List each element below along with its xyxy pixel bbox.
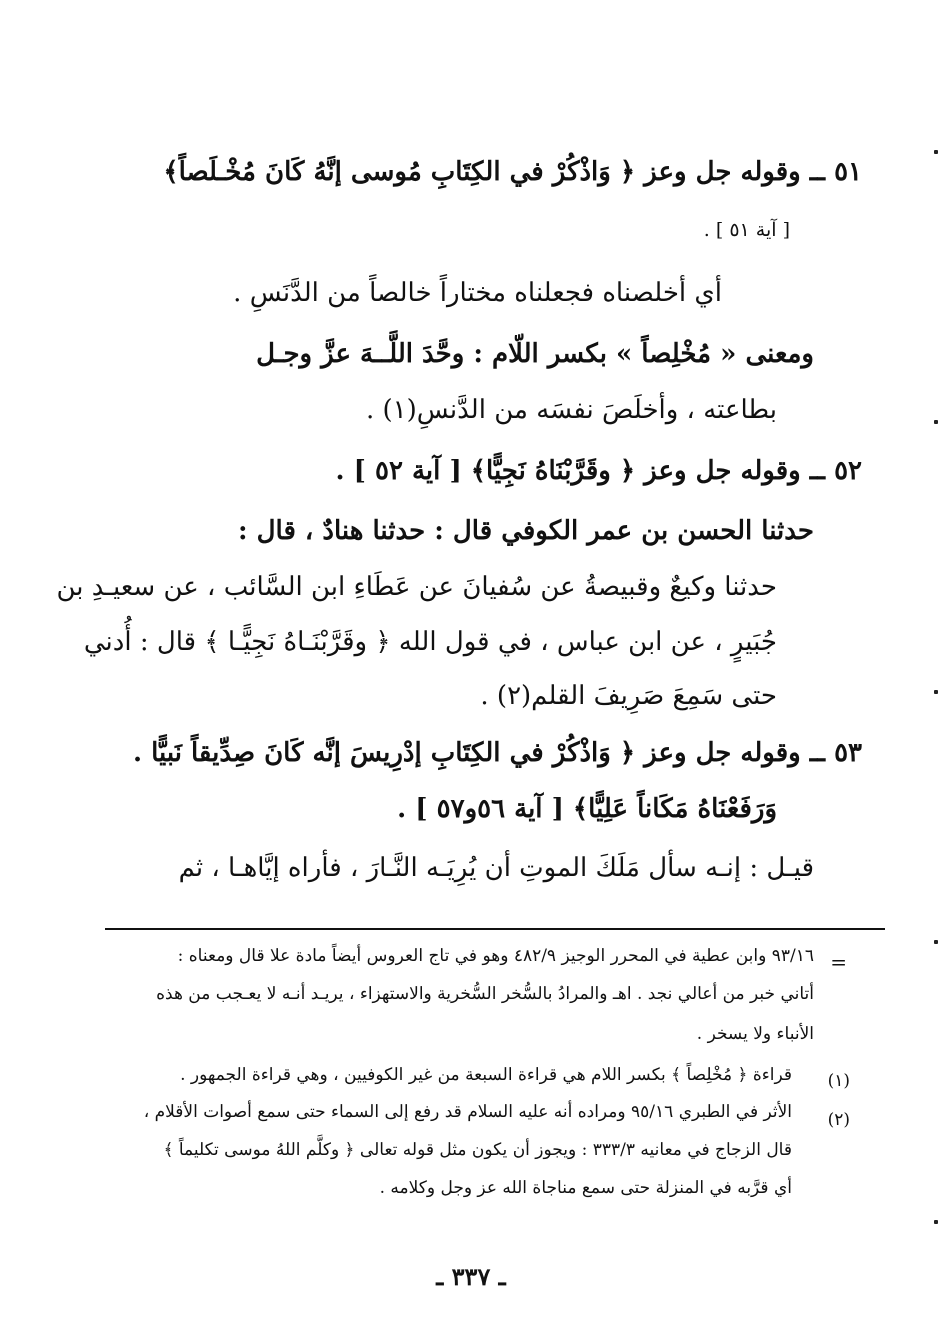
footnote-line: قال الزجاج في معانيه ٣٣٣/٣ : ويجوز أن يكون مثل قوله تعالى ﴿ وكلَّم اللهُ موسى تكليماً ﴾ [163,1140,792,1160]
scan-edge-mark [934,1220,938,1224]
footnote-line: أي قرَّبه في المنزلة حتى سمع مناجاة الله عز وجل وكلامه . [379,1178,792,1198]
paragraph-line: أي أخلصناه فجعلناه مختاراً خالصاً من الدَّنَسِ . [233,278,722,308]
footnote-continuation-marker: = [830,950,847,974]
page-number: ـ ٣٣٧ ـ [436,1262,506,1291]
footnote-line: أتاني خبر من أعالي نجد . اهـ والمرادُ بالسُّخر السُّخرية والاستهزاء ، يريـد أنـه لا يعـجب من هذه [156,984,814,1004]
paragraph-line: حدثنا وكيعٌ وقبيصةُ عن سُفيانَ عن عَطَاءِ ابن السَّائب ، عن سعيـدِ بن [56,572,777,602]
footnote-line: قراءة ﴿ مُخْلِصاً ﴾ بكسر اللام هي قراءة السبعة من غير الكوفيين ، وهي قراءة الجمهور . [180,1065,792,1085]
verse-51-ref: [ آية ٥١ ] . [703,219,790,241]
scan-edge-mark [934,940,938,944]
footnote-line: الأثر في الطبري ٩٥/١٦ ومراده أنه عليه السلام قد رفع إلى السماء حتى سمع أصوات الأقلام ، [143,1102,792,1122]
footnote-line: ٩٣/١٦ وابن عطية في المحرر الوجيز ٤٨٢/٩ وهو في تاج العروس أيضاً مادة علا قال ومعناه : [177,946,814,966]
verse-53-heading: ٥٣ ــ وقوله جل وعز ﴿ وَاذْكُرْ في الكِتَابِ إدْرِيسَ إنَّه كَانَ صِدِّيقاً نَبيًّا . [133,738,862,768]
paragraph-line: جُبَيرٍ ، عن ابن عباس ، في قول الله ﴿ وقَرَّبْنَـاهُ نَجِيًّـا ﴾ قال : أُدني [83,627,777,657]
footnote-separator [105,928,885,930]
footnote-label: (١) [827,1071,850,1091]
scan-edge-mark [934,690,938,694]
verse-52-heading: ٥٢ ــ وقوله جل وعز ﴿ وقَرَّبْنَاهُ نَجِيًّا﴾ [ آية ٥٢ ] . [335,456,862,486]
paragraph-line: حتى سَمِعَ صَرِيفَ القلم(٢) . [480,681,777,711]
footnote-line: الأنباء ولا يسخر . [696,1024,814,1044]
scan-edge-mark [934,420,938,424]
footnote-label: (٢) [827,1110,850,1130]
verse-51-heading: ٥١ ــ وقوله جل وعز ﴿ وَاذْكُرْ في الكِتَابِ مُوسى إنَّهُ كَانَ مُخْـلَصاً﴾ [163,157,862,187]
verse-53-continuation: وَرَفَعْنَاهُ مَكَاناً عَلِيًّا﴾ [ آية ٥٦و٥٧ ] . [397,794,777,824]
paragraph-line: قيـل : إنـه سأل مَلَكَ الموتِ أن يُرِيَـه النَّـارَ ، فأراه إيَّاهـا ، ثم [178,853,814,883]
paragraph-line: بطاعته ، وأخلَصَ نفسَه من الدَّنسِ(١) . [365,395,777,425]
isnad-line: حدثنا الحسن بن عمر الكوفي قال : حدثنا هنادٌ ، قال : [237,516,814,546]
paragraph-line: ومعنى « مُخْلِصاً » بكسر اللّام : وحَّدَ اللَّــهَ عزَّ وجـل [256,339,814,369]
scan-edge-mark [934,150,938,154]
